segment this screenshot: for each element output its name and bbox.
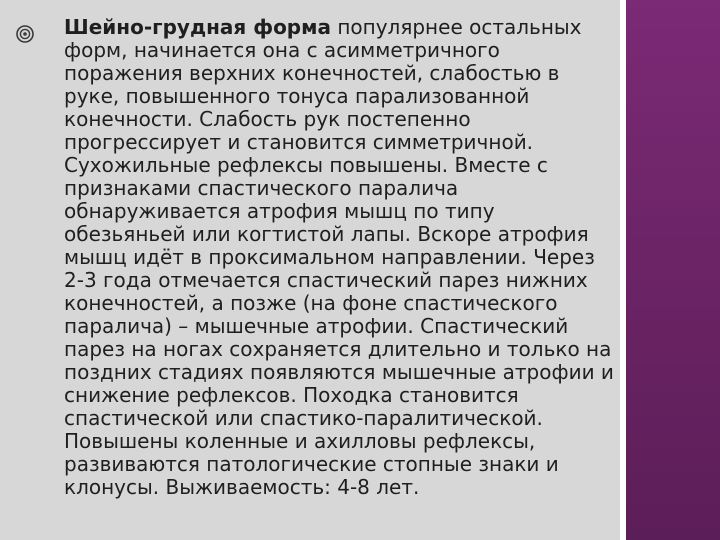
decorative-sidebar xyxy=(626,0,720,540)
bullet-body-text: популярнее остальных форм, начинается она с асимметричного поражения верхних конечностей, слабостью в руке, повышенного тонуса парализованной конечности. Слабость рук постепенно прогрессирует и становится симметричной. Сухожильные рефлексы повышены. Вместе с признаками спастического паралича обнаруживается атрофия мышц по типу обезьяньей или когтистой лапы. Вскоре атрофия мышц идёт в проксимальном направлении. Через 2-3 года отмечается спастический парез нижних конечностей, а позже (на фоне спастического паралича) – мышечные атрофии. Спастический парез на ногах сохраняется длительно и только на поздних стадиях появляются мышечные атрофии и снижение рефлексов. Походка становится спастической или спастико-паралитической. Повышены коленные и ахилловы рефлексы, развиваются патологические стопные знаки и клонусы. Выживаемость: 4-8 лет. xyxy=(64,15,614,499)
ring-bullet-icon xyxy=(14,23,36,45)
bullet-lead-text: Шейно-грудная форма xyxy=(64,15,331,39)
bullet-item xyxy=(14,16,614,499)
bullet-paragraph xyxy=(64,16,614,499)
